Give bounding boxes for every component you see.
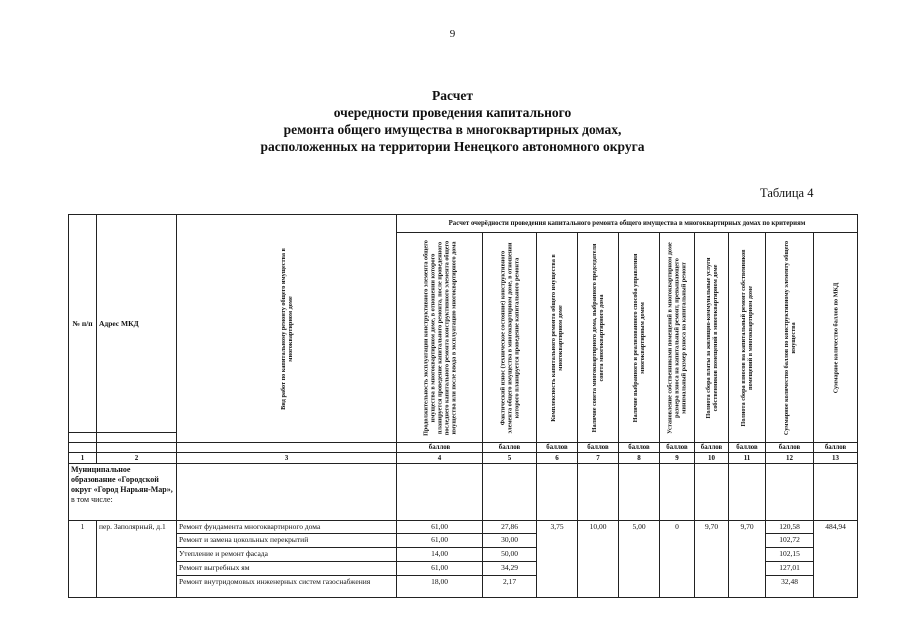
header-criterion-4-text: Продолжительность эксплуатации конструктивного элемента общего имущества в многоквартирном доме, в отношении которого планируется проведение капитального ремонта, после проведенного последнего капитального ремонта конструктивного элемента общего имущества или после ввода в эксплуатацию многоквартирного дома [422,239,457,436]
header-criterion-7-text: Наличие совета многоквартирного дома, выбранного председателя совета многоквартирного дома [591,243,605,432]
muni-empty-13 [814,464,858,521]
colnum-8: 8 [619,453,660,464]
work-type-1: Ремонт фундамента многоквартирного дома [177,521,397,534]
colnum-2: 2 [97,453,177,464]
header-criterion-12-text: Суммарное количество баллов по конструктивному элементу общего имущества [782,240,797,435]
muni-empty-8 [619,464,660,521]
unit-5: баллов [483,443,537,453]
unit-10: баллов [695,443,729,453]
colnum-13: 13 [814,453,858,464]
house-c6: 3,75 [537,521,578,598]
header-criterion-10-text: Полнота сбора платы за жилищно-коммунальные услуги собственников помещений в многоквартирном доме [704,257,719,418]
unit-13: баллов [814,443,858,453]
header-address: Адрес МКД [97,215,177,433]
municipality-cell [69,464,177,521]
header-criterion-6-text: Комплексность капитального ремонта общего имущества в многоквартирном доме [550,253,564,422]
header-criterion-11-text: Полнота сбора взносов на капитальный ремонт собственников помещений в многоквартирном доме [740,249,754,426]
house-c9: 0 [660,521,695,598]
muni-empty-9 [660,464,695,521]
page-number: 9 [449,28,456,40]
priority-table [68,214,858,598]
unit-11: баллов [729,443,766,453]
header-criterion-11 [729,233,766,443]
colnum-9: 9 [660,453,695,464]
muni-empty-4 [397,464,483,521]
colnum-3: 3 [177,453,397,464]
unit-12: баллов [766,443,814,453]
municipality-name: Муниципальное образование «Городской округ «Город Нарьян-Мар», [71,465,173,494]
document-title [0,87,905,155]
colnum-10: 10 [695,453,729,464]
row4-c4: 61,00 [397,562,483,576]
work-type-2: Ремонт и замена цокольных перекрытий [177,534,397,548]
including-label: в том числе: [71,495,113,504]
header-npp: № п/п [69,215,97,433]
units-empty-1 [69,443,97,453]
units-empty-3 [177,443,397,453]
unit-8: баллов [619,443,660,453]
header-criterion-7 [578,233,619,443]
header-criterion-9-text: Установление собственниками помещений в многоквартирном доме размера взноса на капитальный ремонт, превышающего минимальный размер взноса на капитальный ремонт [666,241,688,434]
header-criterion-8 [619,233,660,443]
house-c13: 484,94 [814,521,858,598]
row1-c5: 27,86 [483,521,537,534]
muni-empty-3 [177,464,397,521]
header-criterion-13-text: Суммарное количество баллов по МКД [832,282,840,393]
colnum-6: 6 [537,453,578,464]
units-blank-2 [97,433,177,443]
title-line-4: расположенных на территории Ненецкого автономного округа [260,139,645,154]
unit-9: баллов [660,443,695,453]
header-criteria-group: Расчет очерёдности проведения капитального ремонта общего имущества в многоквартирных домах по критериям [397,215,858,233]
header-criterion-9 [660,233,695,443]
row2-c4: 61,00 [397,534,483,548]
header-criterion-5-text: Фактический износ (техническое состояние) конструктивного элемента общего имущества в многоквартирном доме, в отношении которого планируется проведение капитального ремонта [499,242,520,433]
house-c7: 10,00 [578,521,619,598]
house-npp: 1 [69,521,97,598]
row2-c12: 102,72 [766,534,814,548]
row3-c5: 50,00 [483,548,537,562]
row2-c5: 30,00 [483,534,537,548]
units-empty-2 [97,443,177,453]
colnum-1: 1 [69,453,97,464]
muni-empty-5 [483,464,537,521]
header-criterion-6 [537,233,578,443]
row3-c12: 102,15 [766,548,814,562]
house-c8: 5,00 [619,521,660,598]
row4-c12: 127,01 [766,562,814,576]
header-criterion-10 [695,233,729,443]
header-criterion-13 [814,233,858,443]
unit-6: баллов [537,443,578,453]
row5-c5: 2,17 [483,576,537,598]
units-blank-1 [69,433,97,443]
row5-c12: 32,48 [766,576,814,598]
work-type-5: Ремонт внутридомовых инженерных систем газоснабжения [177,576,397,598]
muni-empty-11 [729,464,766,521]
work-type-3: Утепление и ремонт фасада [177,548,397,562]
row1-c12: 120,58 [766,521,814,534]
unit-7: баллов [578,443,619,453]
title-line-3: ремонта общего имущества в многоквартирных домах, [283,122,622,137]
house-c11: 9,70 [729,521,766,598]
header-work-type-text: Вид работ по капитальному ремонту общего имущества в многоквартирном доме [279,247,294,410]
table-caption: Таблица 4 [760,186,814,200]
colnum-4: 4 [397,453,483,464]
colnum-11: 11 [729,453,766,464]
table-row [69,521,858,534]
row4-c5: 34,29 [483,562,537,576]
house-address: пер. Заполярный, д.1 [97,521,177,598]
muni-empty-7 [578,464,619,521]
header-criterion-5 [483,233,537,443]
row5-c4: 18,00 [397,576,483,598]
muni-empty-10 [695,464,729,521]
row1-c4: 61,00 [397,521,483,534]
header-criterion-8-text: Наличие выбранного и реализованного способа управления многоквартирным домом [632,253,646,422]
work-type-4: Ремонт выгребных ям [177,562,397,576]
header-criterion-12 [766,233,814,443]
colnum-12: 12 [766,453,814,464]
row3-c4: 14,00 [397,548,483,562]
muni-empty-12 [766,464,814,521]
colnum-7: 7 [578,453,619,464]
unit-4: баллов [397,443,483,453]
header-criterion-4 [397,233,483,443]
muni-empty-6 [537,464,578,521]
colnum-5: 5 [483,453,537,464]
house-c10: 9,70 [695,521,729,598]
title-line-2: очередности проведения капитального [333,105,572,120]
header-work-type [177,215,397,443]
title-line-1: Расчет [432,88,473,103]
